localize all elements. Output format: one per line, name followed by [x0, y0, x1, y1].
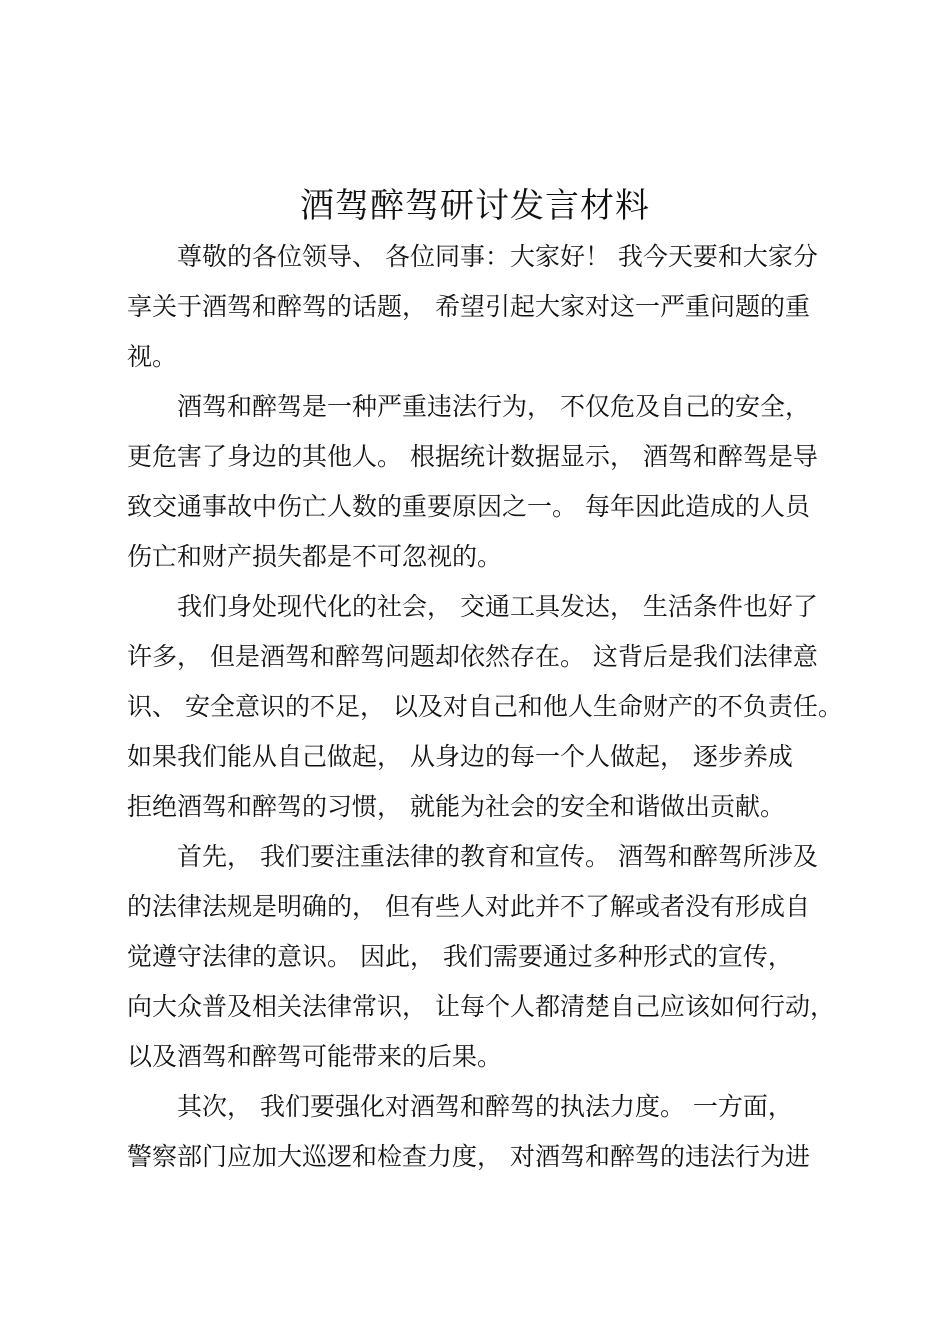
- text-line: 以及酒驾和醉驾可能带来的后果。: [127, 1042, 503, 1071]
- paragraph: [127, 232, 833, 382]
- paragraph: [127, 382, 833, 582]
- paragraph: [127, 582, 843, 832]
- text-line: 伤亡和财产损失都是不可忽视的。: [127, 542, 503, 571]
- text-line: 的法律法规是明确的， 但有些人对此并不了解或者没有形成自: [127, 892, 810, 921]
- text-line: 致交通事故中伤亡人数的重要原因之一。 每年因此造成的人员: [127, 492, 810, 521]
- text-line: 享关于酒驾和醉驾的话题， 希望引起大家对这一严重问题的重: [127, 292, 810, 321]
- text-line: 警察部门应加大巡逻和检查力度， 对酒驾和醉驾的违法行为进: [127, 1142, 810, 1171]
- paragraph: [127, 832, 833, 1082]
- text-line: 酒驾和醉驾是一种严重违法行为， 不仅危及自己的安全，: [177, 392, 810, 421]
- text-line: 觉遵守法律的意识。 因此， 我们需要通过多种形式的宣传，: [127, 942, 793, 971]
- text-line: 尊敬的各位领导、 各位同事：大家好！ 我今天要和大家分: [177, 242, 818, 271]
- text-line: 更危害了身边的其他人。 根据统计数据显示， 酒驾和醉驾是导: [127, 442, 818, 471]
- text-line: 拒绝酒驾和醉驾的习惯， 就能为社会的安全和谐做出贡献。: [127, 792, 785, 821]
- text-line: 识、 安全意识的不足， 以及对自己和他人生命财产的不负责任。: [127, 692, 843, 721]
- text-line: 我们身处现代化的社会， 交通工具发达， 生活条件也好了: [177, 592, 818, 621]
- text-line: 视。: [127, 342, 178, 371]
- text-line: 许多， 但是酒驾和醉驾问题却依然存在。 这背后是我们法律意: [127, 642, 818, 671]
- text-line: 如果我们能从自己做起， 从身边的每一个人做起， 逐步养成: [127, 742, 793, 771]
- text-line: 向大众普及相关法律常识， 让每个人都清楚自己应该如何行动，: [127, 992, 835, 1021]
- document-body: [127, 232, 843, 1182]
- document-title: 酒驾醉驾研讨发言材料: [300, 186, 650, 226]
- paragraph: [127, 1082, 833, 1182]
- text-line: 首先， 我们要注重法律的教育和宣传。 酒驾和醉驾所涉及: [177, 842, 818, 871]
- text-line: 其次， 我们要强化对酒驾和醉驾的执法力度。 一方面，: [177, 1092, 793, 1121]
